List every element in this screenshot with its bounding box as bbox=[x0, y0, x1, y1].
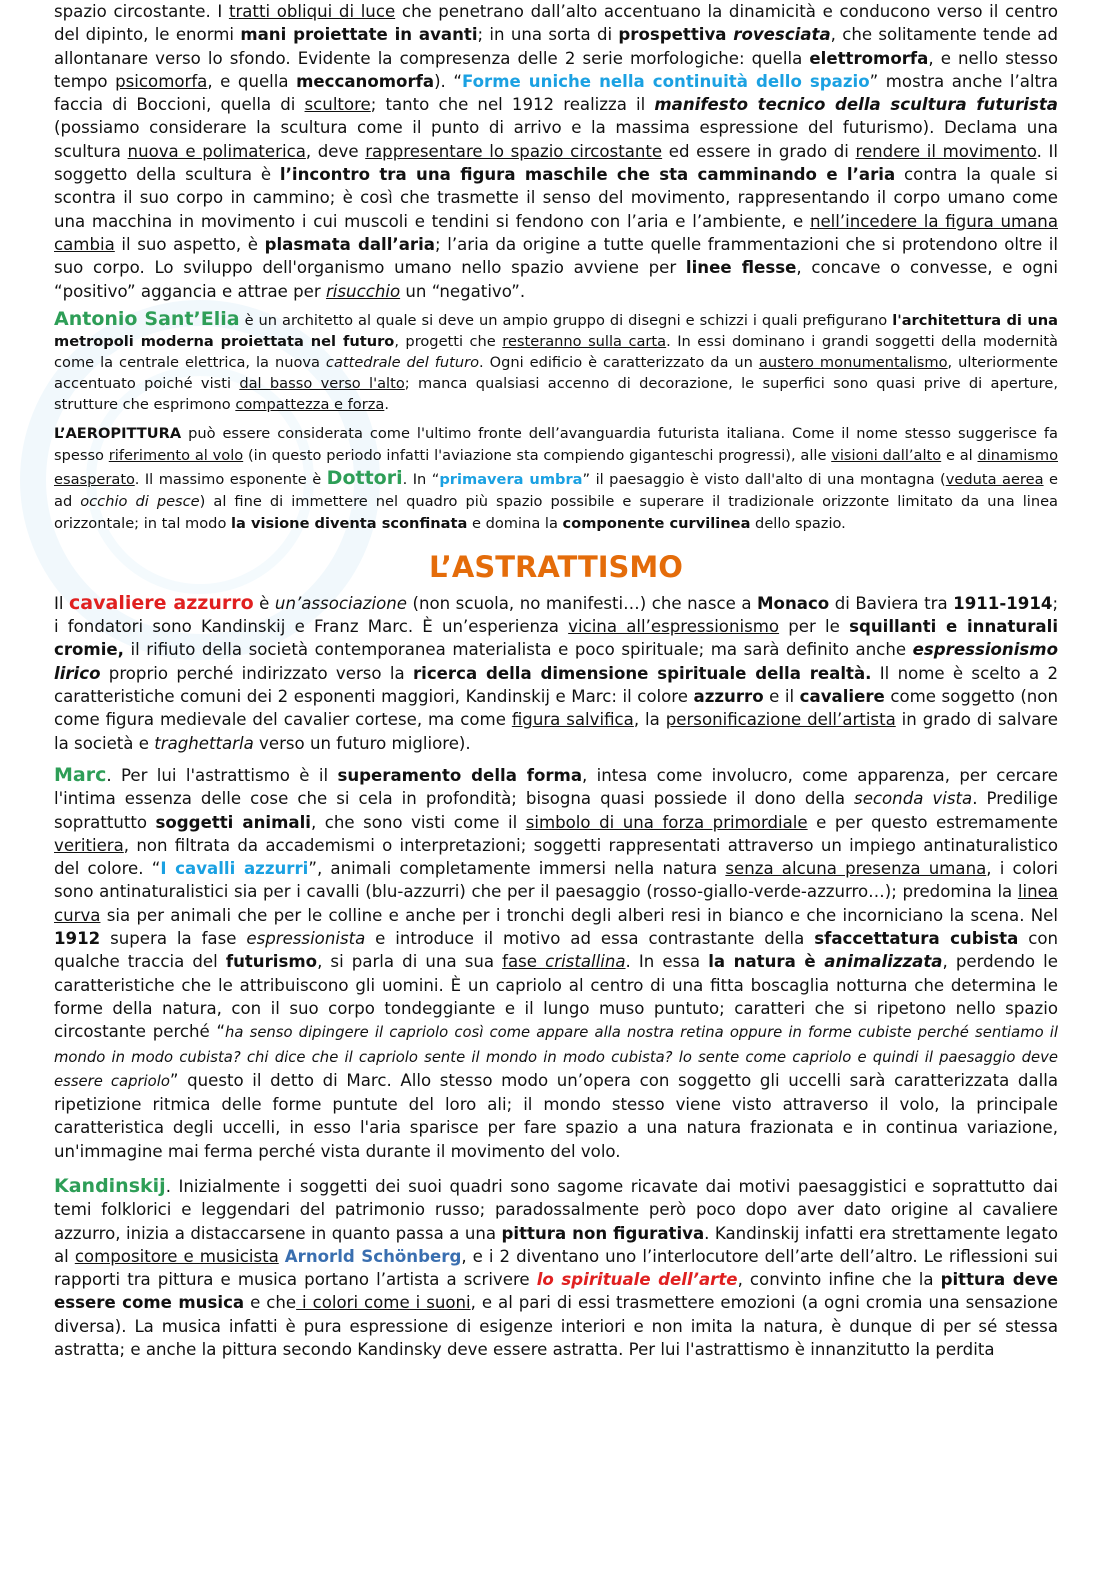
artwork-title-primavera-umbra: primavera umbra bbox=[439, 470, 583, 488]
document-body bbox=[54, 0, 1058, 1361]
paragraph-santelia: Antonio Sant’Elia è un architetto al quale si deve un ampio gruppo di disegni e schizzi i quali prefigurano l'architettura di una metropoli moderna proiettata nel futuro, progetti che resteranno sulla carta. In essi dominano i grandi soggetti della modernità come la centrale elettrica, la nuova cattedrale del futuro. Ogni edificio è caratterizzato da un austero monumentalismo, ulteriormente accentuato poiché visti dal basso verso l'alto; manca qualsiasi accenno di decorazione, le superfici sono quasi prive di aperture, strutture che esprimono compattezza e forza. bbox=[54, 307, 1059, 413]
paragraph-kandinskij: Kandinskij. Inizialmente i soggetti dei suoi quadri sono sagome ricavate dai motivi paesaggistici e soprattutto dai temi folklorici e leggendari del patrimonio russo; paradossalmente però poco dopo aver dato origine al cavaliere azzurro, inizia a distaccarsene in quanto passa a una pittura non figurativa. Kandinskij infatti era strettamente legato al compositore e musicista Arnorld Schönberg, e i 2 diventano uno l’interlocutore dell’arte dell’altro. Le riflessioni sui rapporti tra pittura e musica portano l’artista a scrivere lo spirituale dell’arte, convinto infine che la pittura deve essere come musica e che i colori come i suoni, e al pari di essi trasmettere emozioni (a ogni cromia una sensazione diversa). La musica infatti è pura espressione di esigenze interiori e non imita la natura, è dunque di per sé stessa astratta; e anche la pittura secondo Kandinsky deve essere astratta. Per lui l'astrattismo è innanzitutto la perdita bbox=[54, 1174, 1058, 1360]
paragraph-marc: Marc. Per lui l'astrattismo è il superamento della forma, intesa come involucro, come apparenza, per cercare l'intima essenza delle cose che si cela in profondità; bisogna quasi possiede il dono della seconda vista. Predilige soprattutto soggetti animali, che sono visti come il simbolo di una forza primordiale e per questo estremamente veritiera, non filtrata da accademismi o interpretazioni; soggetti rappresentati attraverso un impiego antinaturalistico del colore. “I cavalli azzurri”, animali completamente immersi nella natura senza alcuna presenza umana, i colori sono antinaturalistici sia per i cavalli (blu-azzurri) che per il paesaggio (rosso-giallo-verde-azzurro…); predomina la linea curva sia per animali che per le colline e anche per i tronchi degli alberi resi in bianco e che incorniciano la scena. Nel 1912 supera la fase espressionista e introduce il motivo ad essa contrastante della sfaccettatura cubista con qualche traccia del futurismo, si parla di una sua fase cristallina. In essa la natura è animalizzata, perdendo le caratteristiche che le attribuiscono gli uomini. È un capriolo al centro di una fitta boscaglia notturna che determina le forme della natura, con il suo corpo tondeggiante e il lungo muso puntuto; caratteri che si ripetono nello spazio circostante perché “ha senso dipingere il capriolo così come appare alla nostra retina oppure in forme cubiste perché sentiamo il mondo in modo cubista? chi dice che il capriolo sente il mondo in modo cubista? lo sente come capriolo e quindi il paesaggio deve essere capriolo” questo il detto di Marc. Allo stesso modo un’opera con soggetto gli uccelli sarà caratterizzata dalla ripetizione ritmica delle forme puntute del loro ali; il mondo stesso viene visto attraverso il volo, la principale caratteristica degli uccelli, in esso l'aria sparisce per fare spazio a una natura frazionata e in continua variazione, un'immagine mai ferma perché vista durante il movimento del volo. bbox=[54, 763, 1059, 1161]
name-kandinskij: Kandinskij bbox=[54, 1174, 166, 1197]
section-heading: L’ASTRATTISMO bbox=[429, 549, 683, 584]
term-cavaliere-azzurro: cavaliere azzurro bbox=[69, 591, 254, 614]
paragraph-aeropittura: L’AEROPITTURA può essere considerata come l'ultimo fronte dell’avanguardia futurista italiana. Come il nome stesso suggerisce fa spesso riferimento al volo (in questo periodo infatti l'aviazione sta compiendo giganteschi progressi), alle visioni dall’alto e al dinamismo esasperato. Il massimo esponente è Dottori. In “primavera umbra” il paesaggio è visto dall'alto di una montagna (veduta aerea e ad occhio di pesce) al fine di immettere nel quadro più spazio possibile e superare il tradizionale orizzonte limitato da una linea orizzontale; in tal modo la visione diventa sconfinata e domina la componente curvilinea dello spazio. bbox=[54, 424, 1059, 532]
name-schonberg: Arnorld Schönberg bbox=[284, 1246, 462, 1266]
paragraph-cavaliere-azzurro: Il cavaliere azzurro è un’associazione (non scuola, no manifesti…) che nasce a Monaco di Baviera tra 1911-1914; i fondatori sono Kandinskij e Franz Marc. È un’esperienza vicina all’espressionismo per le squillanti e innaturali cromie, il rifiuto della società contemporanea materialista e poco spirituale; ma sarà definito anche espressionismo lirico proprio perché indirizzato verso la ricerca della dimensione spirituale della realtà. Il nome è scelto a 2 caratteristiche comuni dei 2 esponenti maggiori, Kandinskij e Marc: il colore azzurro e il cavaliere come soggetto (non come figura medievale del cavalier cortese, ma come figura salvifica, la personificazione dell’artista in grado di salvare la società e traghettarla verso un futuro migliore). bbox=[54, 591, 1059, 753]
name-santelia: Antonio Sant’Elia bbox=[54, 307, 240, 330]
name-dottori: Dottori bbox=[326, 466, 403, 489]
marc-quote: ha senso dipingere il capriolo così come appare alla nostra retina oppure in forme cubiste perché sentiamo il mondo in modo cubista? chi dice che il capriolo sente il mondo in modo cubista? lo sente come capriolo e quindi il paesaggio deve essere capriolo bbox=[54, 1024, 1058, 1090]
artwork-title-forme-uniche: Forme uniche nella continuità dello spazio bbox=[461, 71, 870, 91]
name-marc: Marc bbox=[54, 763, 107, 786]
paragraph-boccioni: spazio circostante. I tratti obliqui di luce che penetrano dall’alto accentuano la dinamicità e conducono verso il centro del dipinto, le enormi mani proiettate in avanti; in una sorta di prospettiva rovesciata, che solitamente tende ad allontanare verso lo sfondo. Evidente la compresenza delle 2 serie morfologiche: quella elettromorfa, e nello stesso tempo psicomorfa, e quella meccanomorfa). “Forme uniche nella continuità dello spazio” mostra anche l’altra faccia di Boccioni, quella di scultore; tanto che nel 1912 realizza il manifesto tecnico della scultura futurista (possiamo considerare la scultura come il punto di arrivo e la massima espressione del futurismo). Declama una scultura nuova e polimaterica, deve rappresentare lo spazio circostante ed essere in grado di rendere il movimento. Il soggetto della scultura è l’incontro tra una figura maschile che sta camminando e l’aria contra la quale si scontra il suo corpo in cammino; è così che trasmette il senso del movimento, rappresentando il corpo umano come una macchina in movimento i cui muscoli e tendini si fendono con l’aria e l’ambiente, e nell’incedere la figura umana cambia il suo aspetto, è plasmata dall’aria; l’aria da origine a tutte quelle frammentazioni che si protendono oltre il suo corpo. Lo sviluppo dell'organismo umano nello spazio avviene per linee flesse, concave o convesse, e ogni “positivo” aggancia e attrae per risucchio un “negativo”. bbox=[54, 2, 1059, 301]
artwork-title-cavalli-azzurri: I cavalli azzurri bbox=[160, 859, 309, 879]
